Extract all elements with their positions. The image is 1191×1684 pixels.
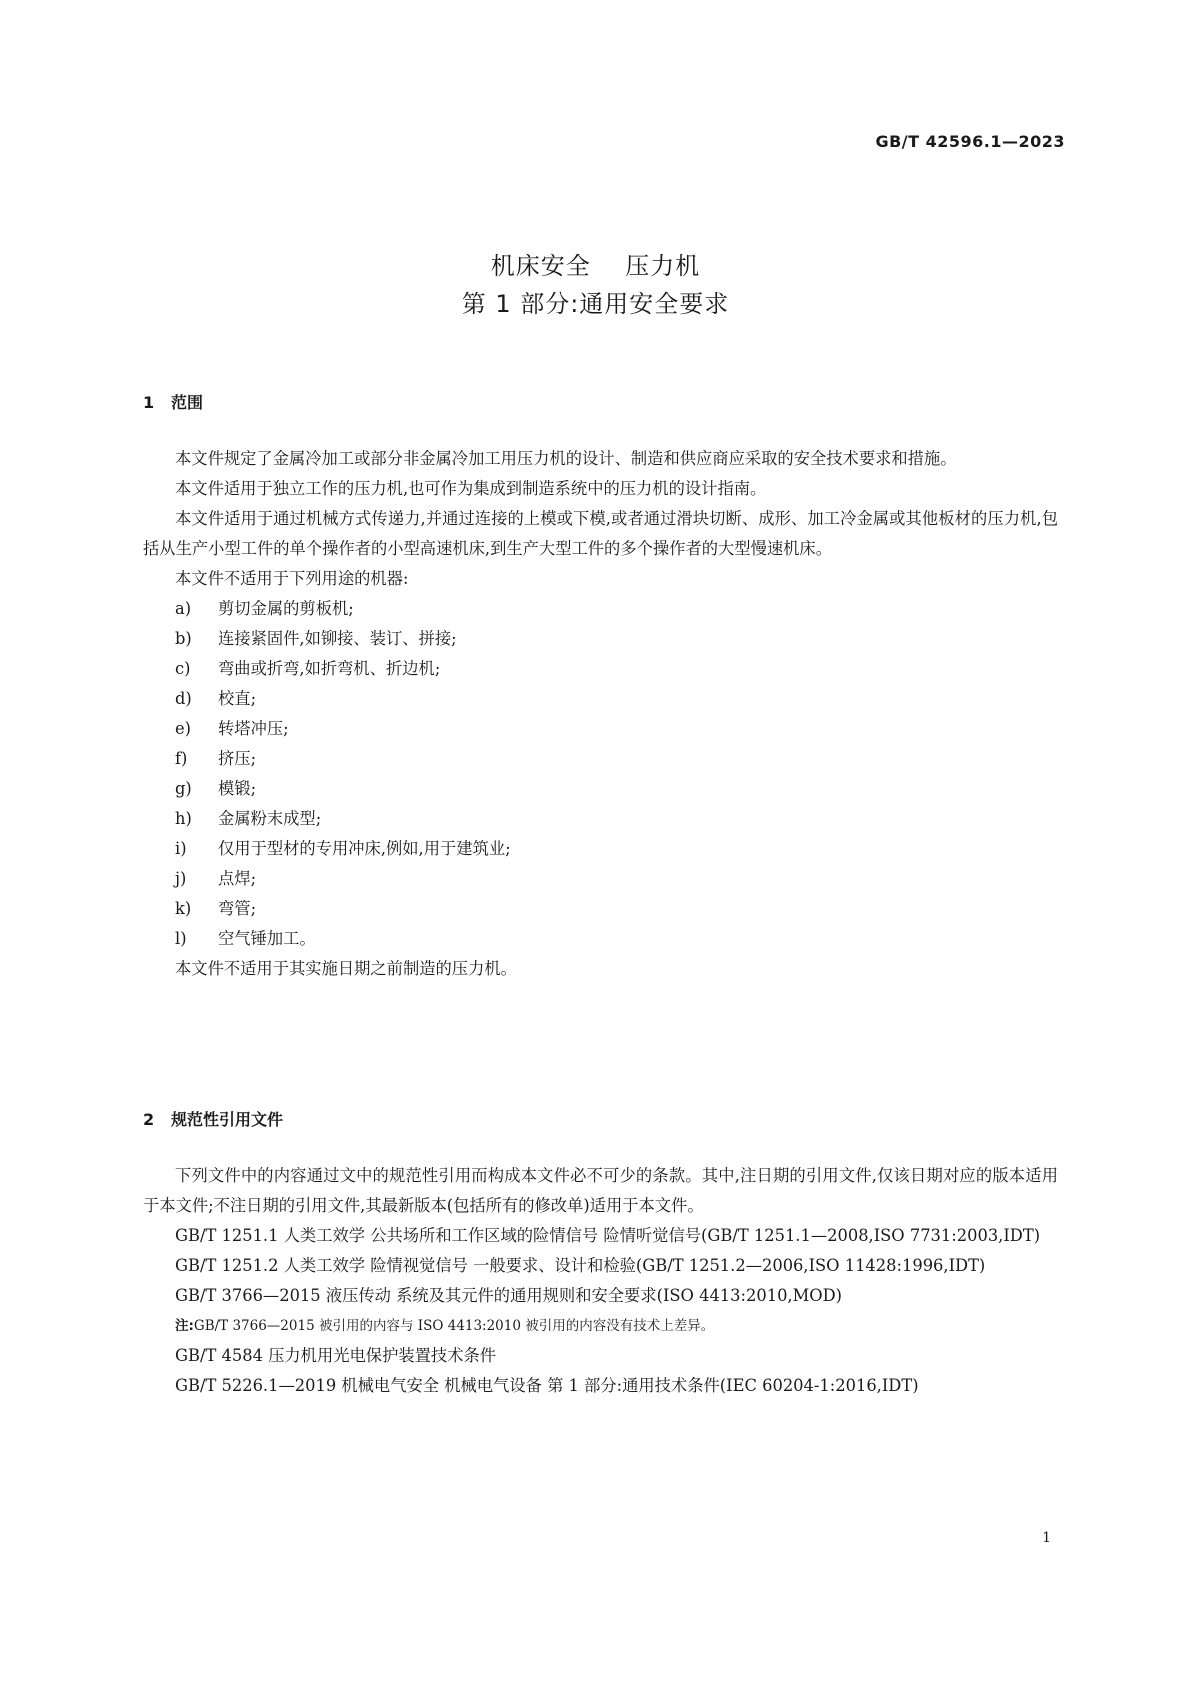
list-item (143, 744, 1058, 774)
paragraph: 本文件不适用于下列用途的机器: (175, 569, 409, 588)
document-title-line1: 机床安全 压力机 (490, 252, 701, 280)
list-text: 剪切金属的剪板机; (218, 599, 354, 618)
list-label: f) (175, 749, 188, 768)
list-label: h) (175, 809, 192, 828)
section-heading-normative-references (143, 1107, 283, 1130)
note (143, 1311, 1058, 1341)
paragraph: 本文件适用于独立工作的压力机,也可作为集成到制造系统中的压力机的设计指南。 (175, 479, 767, 498)
list-item (143, 894, 1058, 924)
list-label: j) (175, 869, 187, 888)
list-text: 金属粉末成型; (218, 809, 322, 828)
list-text: 转塔冲压; (218, 719, 289, 738)
list-text: 挤压; (218, 749, 257, 768)
list-text: 连接紧固件,如铆接、装订、拼接; (218, 629, 457, 648)
list-item (143, 834, 1058, 864)
note-label: 注: (175, 1318, 194, 1334)
list-text: 空气锤加工。 (218, 929, 316, 948)
list-label: c) (175, 659, 191, 678)
document-title-line2: 第 1 部分:通用安全要求 (461, 290, 730, 318)
paragraph: 下列文件中的内容通过文中的规范性引用而构成本文件必不可少的条款。其中,注日期的引用文件,仅该日期对应的版本适用于本文件;不注日期的引用文件,其最新版本(包括所有的修改单)适用于本文件。 (143, 1166, 1058, 1215)
section-heading-scope (143, 390, 203, 413)
reference-entry: GB/T 1251.1 人类工效学 公共场所和工作区域的险情信号 险情听觉信号(GB/T 1251.1—2008,ISO 7731:2003,IDT) (175, 1226, 1041, 1245)
list-label: g) (175, 779, 192, 798)
reference-entry: GB/T 1251.2 人类工效学 险情视觉信号 一般要求、设计和检验(GB/T 1251.2—2006,ISO 11428:1996,IDT) (175, 1256, 986, 1275)
section-number: 1 (143, 393, 155, 412)
list-item (143, 684, 1058, 714)
list-text: 弯曲或折弯,如折弯机、折边机; (218, 659, 441, 678)
reference-entry: GB/T 4584 压力机用光电保护装置技术条件 (175, 1346, 497, 1365)
list-text: 弯管; (218, 899, 257, 918)
list-item (143, 654, 1058, 684)
reference-entry: GB/T 5226.1—2019 机械电气安全 机械电气设备 第 1 部分:通用技术条件(IEC 60204-1:2016,IDT) (175, 1376, 919, 1395)
list-label: l) (175, 929, 187, 948)
list-label: d) (175, 689, 192, 708)
standard-number: GB/T 42596.1—2023 (875, 132, 1065, 151)
section-number: 2 (143, 1110, 155, 1129)
note-text: GB/T 3766—2015 被引用的内容与 ISO 4413:2010 被引用的内容没有技术上差异。 (193, 1318, 715, 1334)
list-label: a) (175, 599, 192, 618)
list-item (143, 774, 1058, 804)
reference-entry: GB/T 3766—2015 液压传动 系统及其元件的通用规则和安全要求(ISO 4413:2010,MOD) (175, 1286, 843, 1305)
list-item (143, 624, 1058, 654)
list-item (143, 804, 1058, 834)
scope-body (143, 444, 1058, 984)
list-label: e) (175, 719, 191, 738)
paragraph: 本文件规定了金属冷加工或部分非金属冷加工用压力机的设计、制造和供应商应采取的安全技术要求和措施。 (175, 449, 957, 468)
list-text: 校直; (218, 689, 257, 708)
paragraph: 本文件适用于通过机械方式传递力,并通过连接的上模或下模,或者通过滑块切断、成形、加工冷金属或其他板材的压力机,包括从生产小型工件的单个操作者的小型高速机床,到生产大型工件的多个操作者的大型慢速机床。 (143, 509, 1058, 558)
list-label: i) (175, 839, 187, 858)
page-number: 1 (1042, 1530, 1051, 1546)
list-label: b) (175, 629, 192, 648)
references-body (143, 1161, 1058, 1401)
list-item (143, 714, 1058, 744)
list-item (143, 924, 1058, 954)
paragraph: 本文件不适用于其实施日期之前制造的压力机。 (175, 959, 517, 978)
section-title: 范围 (171, 393, 204, 412)
list-text: 点焊; (218, 869, 257, 888)
section-title: 规范性引用文件 (171, 1110, 284, 1129)
list-item (143, 864, 1058, 894)
list-item (143, 594, 1058, 624)
list-text: 仅用于型材的专用冲床,例如,用于建筑业; (218, 839, 511, 858)
list-text: 模锻; (218, 779, 257, 798)
list-label: k) (175, 899, 192, 918)
